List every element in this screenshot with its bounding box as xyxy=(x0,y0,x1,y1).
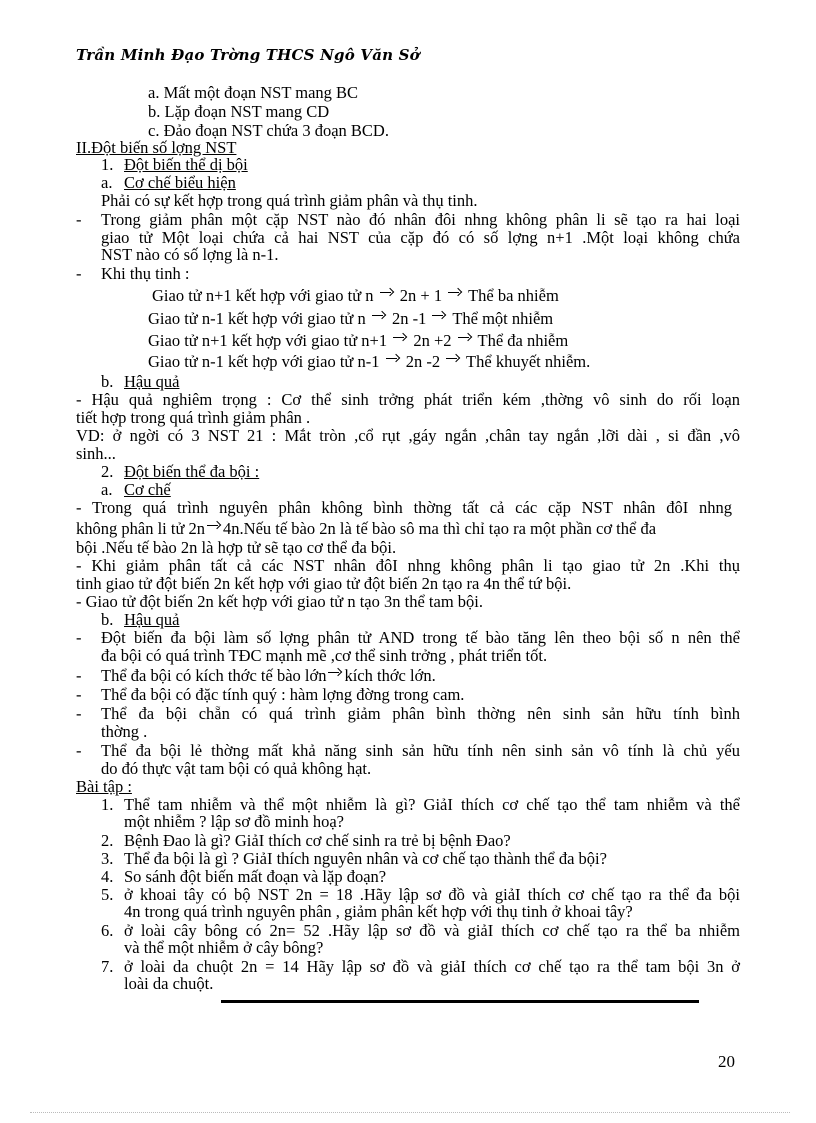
list-number: a. xyxy=(101,480,113,499)
gamete-rule-type: Thể đa nhiễm xyxy=(477,331,569,350)
gamete-rule-text: Giao tử n-1 kết hợp với giao tử n-1 xyxy=(148,352,380,371)
text-line: Khi thụ tinh : xyxy=(101,264,190,283)
text-line: VD: ở ngời có 3 NST 21 : Mắt tròn ,cổ rụt ,gáy ngắn ,chân tay ngắn ,lỡi dài , si đần ,vô xyxy=(76,426,740,445)
list-number: 4. xyxy=(101,867,114,886)
list-number: 2. xyxy=(101,462,114,481)
exercise-item: ở loài da chuột 2n = 14 Hãy lập sơ đồ và giảI thích cơ chế tạo ra thể tam bội 3n ở xyxy=(124,957,740,976)
section-heading: II.Đột biến số lợng NST xyxy=(76,138,237,157)
dash-bullet: - xyxy=(76,666,82,685)
gamete-rule-text: Giao tử n+1 kết hợp với giao tử n+1 xyxy=(148,331,388,350)
list-number: 3. xyxy=(101,849,114,868)
right-arrow-icon xyxy=(458,333,472,343)
gamete-rule-type: Thể ba nhiễm xyxy=(468,286,559,305)
exercise-item: Thể đa bội là gì ? GiảI thích nguyên nhân và cơ chế tạo thành thể đa bội? xyxy=(124,849,607,868)
gamete-rule xyxy=(148,332,568,350)
list-number: 2. xyxy=(101,831,114,850)
list-number: b. xyxy=(101,610,114,629)
right-arrow-icon xyxy=(372,311,386,321)
page-number: 20 xyxy=(718,1052,735,1071)
text-line: tiết hợp trong quá trình giảm phân . xyxy=(76,408,311,427)
list-number: 7. xyxy=(101,957,114,976)
exercise-item: Bệnh Đao là gì? GiảI thích cơ chế sinh ra trẻ bị bệnh Đao? xyxy=(124,831,511,850)
gamete-rule-result: 2n -1 xyxy=(391,309,427,328)
text-line: - Khi giảm phân tất cả các NST nhân đôI nhng không phân li tạo giao tử 2n .Khi thụ xyxy=(76,556,740,575)
exercise-item: và thể một nhiễm ở cây bông? xyxy=(124,938,324,957)
right-arrow-icon xyxy=(393,333,407,343)
list-number: 1. xyxy=(101,155,114,174)
horizontal-divider xyxy=(221,1000,699,1003)
right-arrow-icon xyxy=(207,521,221,531)
exercise-item: ở khoai tây có bộ NST 2n = 18 .Hãy lập sơ đồ và giảI thích cơ chế tạo ra thể đa bội xyxy=(124,885,740,904)
subsection-heading: Hậu quả xyxy=(124,372,180,391)
text-line xyxy=(101,667,436,685)
right-arrow-icon xyxy=(446,354,460,364)
subsection-heading: Đột biến thể dị bội xyxy=(124,155,248,174)
text-line: sinh... xyxy=(76,444,116,463)
text-fragment: không phân li tử 2n xyxy=(76,519,206,538)
right-arrow-icon xyxy=(386,354,400,364)
list-number: 5. xyxy=(101,885,114,904)
text-line: Trong giảm phân một cặp NST nào đó nhân đôi nhng không phân li sẽ tạo ra hai loại xyxy=(101,210,740,229)
text-fragment: 4n.Nếu tế bào 2n là tế bào sô ma thì chỉ tạo ra một phần cơ thể đa xyxy=(223,519,657,538)
exercise-item: 4n trong quá trình nguyên phân , giảm phân kết hợp với thụ tinh ở khoai tây? xyxy=(124,902,633,921)
right-arrow-icon xyxy=(328,668,342,678)
text-line: do đó thực vật tam bội có quả không hạt. xyxy=(101,759,372,778)
text-line: Đột biến đa bội làm số lợng phân tử AND trong tế bào tăng lên theo bội số n nên thể xyxy=(101,628,740,647)
exercises-heading: Bài tập : xyxy=(76,777,132,796)
text-line: bội .Nếu tế bào 2n là hợp tử sẽ tạo cơ thể đa bội. xyxy=(76,538,397,557)
exercise-item: một nhiễm ? lập sơ đồ minh hoạ? xyxy=(124,812,344,831)
right-arrow-icon xyxy=(380,288,394,298)
gamete-rule-text: Giao tử n+1 kết hợp với giao tử n xyxy=(152,286,374,305)
text-fragment: Thể đa bội có kích thớc tế bào lớn xyxy=(101,666,327,685)
text-line: thờng . xyxy=(101,722,148,741)
list-number: 6. xyxy=(101,921,114,940)
gamete-rule-result: 2n + 1 xyxy=(399,286,443,305)
text-line xyxy=(76,520,740,538)
text-line: a. Mất một đoạn NST mang BC xyxy=(148,83,359,102)
text-line: giao tử Một loại chứa cả hai NST của cặp đó có số lợng n+1 .Một loại không chứa xyxy=(101,228,740,247)
page-header: Trần Minh Đạo Trờng THCS Ngô Văn Sở xyxy=(76,46,420,64)
text-line: - Hậu quả nghiêm trọng : Cơ thể sinh trởng phát triển kém ,thờng vô sinh do rối loạn xyxy=(76,390,740,409)
text-line: - Giao tử đột biến 2n kết hợp với giao tử n tạo 3n thể tam bội. xyxy=(76,592,483,611)
gamete-rule-text: Giao tử n-1 kết hợp với giao tử n xyxy=(148,309,366,328)
dash-bullet: - xyxy=(76,685,82,704)
exercise-item: So sánh đột biến mất đoạn và lặp đoạn? xyxy=(124,867,387,886)
text-line: b. Lặp đoạn NST mang CD xyxy=(148,102,330,121)
text-line: c. Đảo đoạn NST chứa 3 đoạn BCD. xyxy=(148,121,389,140)
right-arrow-icon xyxy=(432,311,446,321)
text-line: - Trong quá trình nguyên phân không bình thờng tất cả các cặp NST nhân đôI nhng xyxy=(76,498,732,517)
text-line: Thể đa bội chẵn có quá trình giảm phân bình thờng nên sinh sản hữu tính bình xyxy=(101,704,740,723)
exercise-item: loài da chuột. xyxy=(124,974,214,993)
gamete-rule-type: Thể một nhiễm xyxy=(452,309,554,328)
list-number: a. xyxy=(101,173,113,192)
gamete-rule xyxy=(148,353,590,371)
dash-bullet: - xyxy=(76,628,82,647)
right-arrow-icon xyxy=(448,288,462,298)
dash-bullet: - xyxy=(76,704,82,723)
text-line: Thể đa bội lẻ thờng mất khả năng sinh sản hữu tính nên sinh sản vô tính là chủ yếu xyxy=(101,741,740,760)
dash-bullet: - xyxy=(76,741,82,760)
text-line: Phải có sự kết hợp trong quá trình giảm phân và thụ tinh. xyxy=(101,191,478,210)
gamete-rule-result: 2n -2 xyxy=(405,352,441,371)
subsection-heading: Hậu quả xyxy=(124,610,180,629)
gamete-rule-type: Thể khuyết nhiễm. xyxy=(466,352,591,371)
subsection-heading: Cơ chế biểu hiện xyxy=(124,173,236,192)
exercise-item: Thể tam nhiễm và thể một nhiễm là gì? GiảI thích cơ chế tạo thể tam nhiễm và thể xyxy=(124,795,740,814)
gamete-rule xyxy=(152,287,559,305)
text-line: đa bội có quá trình TĐC mạnh mẽ ,cơ thể sinh trởng , phát triển tốt. xyxy=(101,646,548,665)
list-number: 1. xyxy=(101,795,114,814)
dash-bullet: - xyxy=(76,210,82,229)
text-line: Thể đa bội có đặc tính quý : hàm lợng đờng trong cam. xyxy=(101,685,465,704)
list-number: b. xyxy=(101,372,114,391)
page-bottom-dotted-line xyxy=(30,1112,790,1113)
gamete-rule xyxy=(148,310,553,328)
text-line: tinh giao tử đột biến 2n kết hợp với giao tử đột biến 2n tạo ra 4n thể tứ bội. xyxy=(76,574,572,593)
text-fragment: kích thớc lớn. xyxy=(344,666,436,685)
exercise-item: ở loài cây bông có 2n= 52 .Hãy lập sơ đồ và giảI thích cơ chế tạo ra thể ba nhiễm xyxy=(124,921,740,940)
subsection-heading: Đột biến thể đa bội : xyxy=(124,462,260,481)
text-line: NST nào có số lợng là n-1. xyxy=(101,245,279,264)
subsection-heading: Cơ chế xyxy=(124,480,171,499)
dash-bullet: - xyxy=(76,264,82,283)
gamete-rule-result: 2n +2 xyxy=(413,331,452,350)
